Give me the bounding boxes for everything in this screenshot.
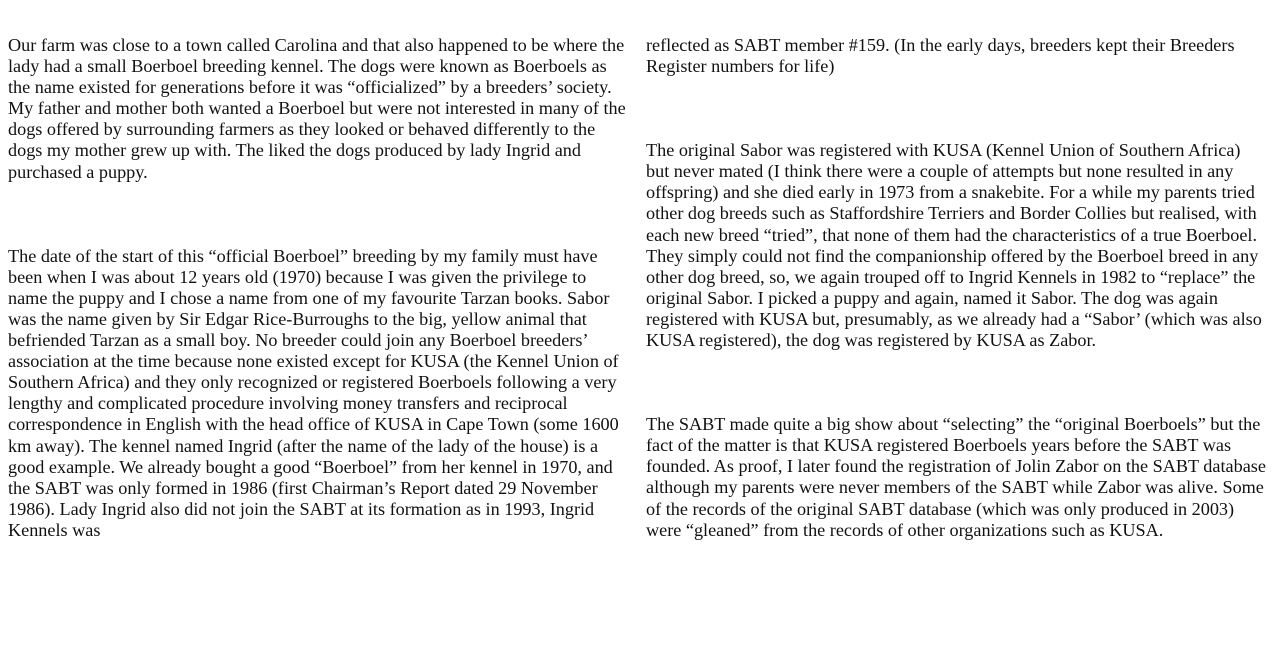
left-column: [8, 35, 630, 541]
paragraph-farm-carolina: Our farm was close to a town called Carolina and that also happened to be where the lady had a small Boerboel breeding kennel. The dogs were known as Boerboels as the name existed for generations before it was “officialized” by a breeders’ society. My father and mother both wanted a Boerboel but were not interested in many of the dogs offered by surrounding farmers as they looked or behaved differently to the dogs my mother grew up with. The liked the dogs produced by lady Ingrid and purchased a puppy.: [8, 35, 626, 182]
paragraph-sabt-selecting: The SABT made quite a big show about “selecting” the “original Boerboels” but the fact of the matter is that KUSA registered Boerboels years before the SABT was founded. As proof, I later found the registration of Jolin Zabor on the SABT database although my parents were never members of the SABT while Zabor was alive. Some of the records of the original SABT database (which was only produced in 2003) were “gleaned” from the records of other organizations such as KUSA.: [646, 414, 1266, 540]
paragraph-sabt-member: reflected as SABT member #159. (In the early days, breeders kept their Breeders Register numbers for life): [646, 35, 1235, 77]
paragraph-spacer: [646, 77, 1268, 140]
paragraph-spacer: [8, 183, 630, 246]
paragraph-spacer: [646, 351, 1268, 414]
paragraph-official-breeding: The date of the start of this “official Boerboel” breeding by my family must have been when I was about 12 years old (1970) because I was given the privilege to name the puppy and I chose a name from one of my favourite Tarzan books. Sabor was the name given by Sir Edgar Rice-Burroughs to the big, yellow animal that befriended Tarzan as a small boy. No breeder could join any Boerboel breeders’ association at the time because none existed except for KUSA (the Kennel Union of Southern Africa) and they only recognized or registered Boerboels following a very lengthy and complicated procedure involving money transfers and reciprocal correspondence in English with the head office of KUSA in Cape Town (some 1600 km away). The kennel named Ingrid (after the name of the lady of the house) is a good example. We already bought a good “Boerboel” from her kennel in 1970, and the SABT was only formed in 1986 (first Chairman’s Report dated 29 November 1986). Lady Ingrid also did not join the SABT at its formation as in 1993, Ingrid Kennels was: [8, 245, 619, 540]
right-column: [646, 35, 1268, 541]
paragraph-original-sabor: The original Sabor was registered with KUSA (Kennel Union of Southern Africa) but never mated (I think there were a couple of attempts but none resulted in any offspring) and she died early in 1973 from a snakebite. For a while my parents tried other dog breeds such as Staffordshire Terriers and Border Collies but realised, with each new breed “tried”, that none of them had the characteristics of a true Boerboel. They simply could not find the companionship offered by the Boerboel breed in any other dog breed, so, we again trouped off to Ingrid Kennels in 1982 to “replace” the original Sabor. I picked a puppy and again, named it Sabor. The dog was again registered with KUSA but, presumably, as we already had a “Sabor’ (which was also KUSA registered), the dog was registered by KUSA as Zabor.: [646, 140, 1262, 351]
